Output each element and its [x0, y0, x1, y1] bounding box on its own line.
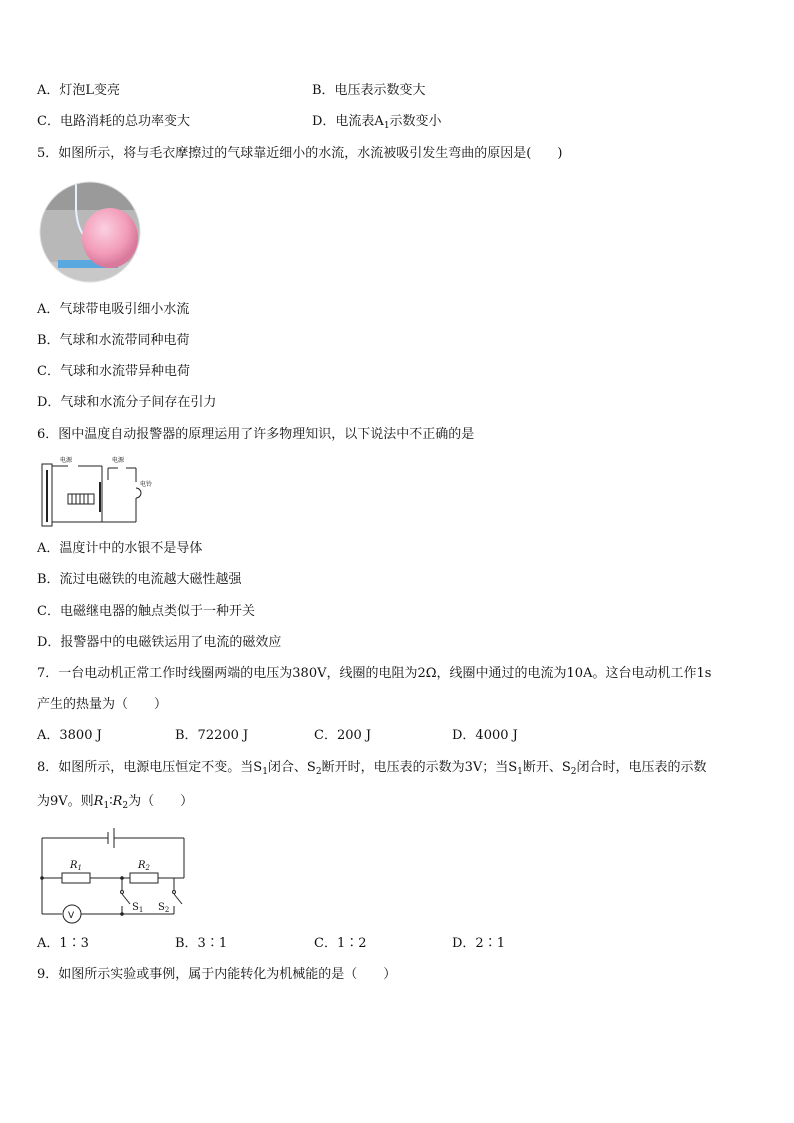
label-s2: $S_2$	[158, 902, 170, 914]
label-r2: $R_2$	[138, 860, 150, 872]
q6-option-b: B．流过电磁铁的电流越大磁性越强	[37, 572, 242, 587]
q4-option-c: C．电路消耗的总功率变大	[37, 114, 190, 129]
q9-stem: 9．如图所示实验或事例，属于内能转化为机械能的是（ ）	[37, 967, 397, 982]
q7-option-b: B．72200 J	[175, 728, 249, 743]
q6-option-a: A．温度计中的水银不是导体	[37, 541, 203, 556]
temperature-alarm-circuit	[38, 452, 162, 532]
q8-stem-line2: 为9V。则$R_1∶R_2$为（ ）	[37, 794, 194, 811]
q7-option-a: A．3800 J	[37, 728, 102, 743]
q5-option-b: B．气球和水流带同种电荷	[37, 333, 190, 348]
q5-option-c: C．气球和水流带异种电荷	[37, 364, 190, 379]
q8-option-c: C．1∶2	[314, 936, 367, 951]
q6-stem: 6．图中温度自动报警器的原理运用了许多物理知识，以下说法中不正确的是	[37, 427, 475, 442]
q4-option-a: A．灯泡L变亮	[37, 83, 121, 98]
label-s1: $S_1$	[132, 902, 144, 914]
q7-option-d: D．4000 J	[452, 728, 518, 743]
figure-label-power2: 电源	[112, 457, 125, 464]
q8-stem-line1: 8．如图所示，电源电压恒定不变。当$S_1$闭合、$S_2$断开时，电压表的示数为3V；当$S_1$断开、$S_2$闭合时，电压表的示数	[37, 760, 707, 777]
q8-option-b: B．3∶1	[175, 936, 228, 951]
q7-option-c: C．200 J	[314, 728, 372, 743]
q8-circuit-diagram	[38, 826, 190, 926]
q6-option-d: D．报警器中的电磁铁运用了电流的磁效应	[37, 635, 282, 650]
label-r1: $R_1$	[70, 860, 82, 872]
q5-option-d: D．气球和水流分子间存在引力	[37, 395, 217, 410]
balloon-water-photo	[38, 180, 142, 284]
figure-label-power1: 电源	[60, 457, 73, 464]
q7-stem-line1: 7．一台电动机正常工作时线圈两端的电压为380V，线圈的电阻为2Ω，线圈中通过的电流为10A。这台电动机工作1s	[37, 666, 712, 681]
figure-label-bell: 电铃	[140, 481, 153, 488]
q5-option-a: A．气球带电吸引细小水流	[37, 302, 190, 317]
q5-stem: 5．如图所示，将与毛衣摩擦过的气球靠近细小的水流，水流被吸引发生弯曲的原因是( )	[37, 146, 563, 161]
q4-option-b: B．电压表示数变大	[312, 83, 426, 98]
q8-option-d: D．2∶1	[452, 936, 505, 951]
label-voltmeter: V	[68, 911, 75, 921]
q8-option-a: A．1∶3	[37, 936, 89, 951]
q7-stem-line2: 产生的热量为（ ）	[37, 697, 168, 712]
q6-option-c: C．电磁继电器的触点类似于一种开关	[37, 604, 255, 619]
q4-option-d: D．电流表$A_1$示数变小	[312, 114, 442, 131]
